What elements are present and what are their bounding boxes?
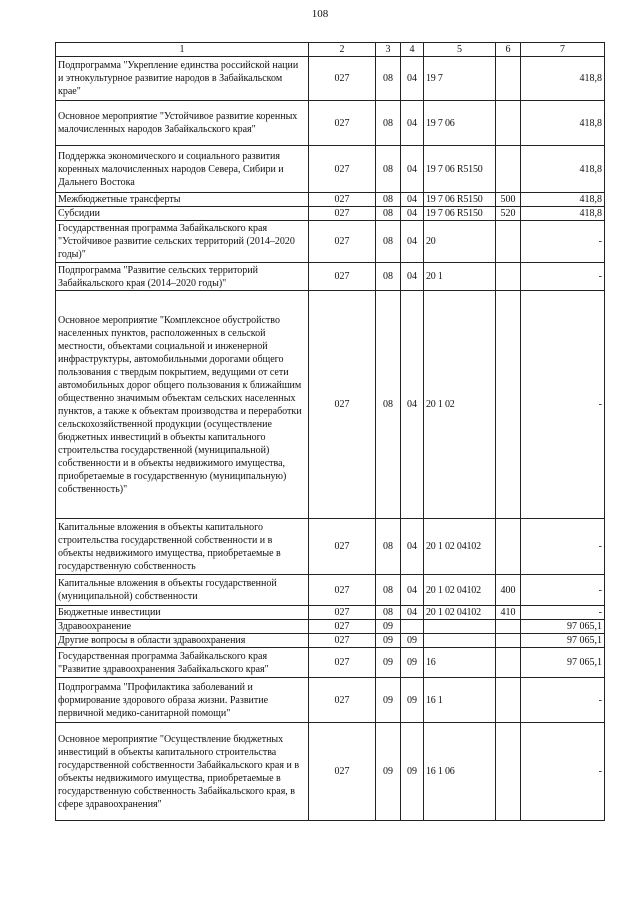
row-gr: 027 xyxy=(309,723,376,821)
row-pr: 04 xyxy=(401,606,424,620)
row-csr: 20 1 02 04102 xyxy=(424,606,496,620)
row-amount: - xyxy=(521,723,605,821)
row-pr: 09 xyxy=(401,648,424,678)
row-csr: 19 7 06 xyxy=(424,101,496,146)
table-row xyxy=(56,291,605,519)
row-gr: 027 xyxy=(309,221,376,263)
row-rz: 08 xyxy=(376,57,401,101)
row-amount: 418,8 xyxy=(521,146,605,193)
row-gr: 027 xyxy=(309,263,376,291)
table-row xyxy=(56,221,605,263)
row-pr: 04 xyxy=(401,101,424,146)
row-pr: 04 xyxy=(401,57,424,101)
header-row xyxy=(56,43,605,57)
row-amount: - xyxy=(521,263,605,291)
row-amount: 418,8 xyxy=(521,207,605,221)
row-name: Другие вопросы в области здравоохранения xyxy=(56,634,309,648)
row-amount: - xyxy=(521,291,605,519)
row-csr xyxy=(424,620,496,634)
row-vr xyxy=(496,101,521,146)
row-csr: 20 1 02 xyxy=(424,291,496,519)
row-name: Капитальные вложения в объекты капитального строительства государственной собственности и в объекты недвижимого имущества, приобретаемые в государственную собственность xyxy=(56,519,309,575)
row-pr: 09 xyxy=(401,678,424,723)
table-row xyxy=(56,57,605,101)
row-rz: 08 xyxy=(376,193,401,207)
row-name: Подпрограмма "Развитие сельских территорий Забайкальского края (2014–2020 годы)" xyxy=(56,263,309,291)
row-name: Подпрограмма "Укрепление единства российской нации и этнокультурное развитие народов в Забайкальском крае" xyxy=(56,57,309,101)
row-vr xyxy=(496,221,521,263)
row-vr: 400 xyxy=(496,575,521,606)
col-header-6: 6 xyxy=(496,43,521,57)
row-csr: 20 1 02 04102 xyxy=(424,575,496,606)
col-header-7: 7 xyxy=(521,43,605,57)
row-pr: 04 xyxy=(401,263,424,291)
table-row xyxy=(56,678,605,723)
row-csr xyxy=(424,634,496,648)
row-csr: 19 7 06 R5150 xyxy=(424,193,496,207)
row-rz: 08 xyxy=(376,221,401,263)
row-amount: - xyxy=(521,519,605,575)
row-vr xyxy=(496,519,521,575)
row-rz: 08 xyxy=(376,606,401,620)
row-gr: 027 xyxy=(309,207,376,221)
row-name: Государственная программа Забайкальского края "Развитие здравоохранения Забайкальского края" xyxy=(56,648,309,678)
col-header-3: 3 xyxy=(376,43,401,57)
table-row xyxy=(56,519,605,575)
page-number: 108 xyxy=(311,8,329,20)
col-header-2: 2 xyxy=(309,43,376,57)
row-amount: 97 065,1 xyxy=(521,634,605,648)
row-amount: - xyxy=(521,221,605,263)
row-vr xyxy=(496,146,521,193)
row-name: Межбюджетные трансферты xyxy=(56,193,309,207)
table-row xyxy=(56,207,605,221)
col-header-1: 1 xyxy=(56,43,309,57)
row-amount: 97 065,1 xyxy=(521,648,605,678)
row-amount: - xyxy=(521,575,605,606)
row-csr: 19 7 xyxy=(424,57,496,101)
row-csr: 19 7 06 R5150 xyxy=(424,207,496,221)
row-vr: 410 xyxy=(496,606,521,620)
row-csr: 20 1 xyxy=(424,263,496,291)
col-header-4: 4 xyxy=(401,43,424,57)
row-pr: 04 xyxy=(401,193,424,207)
row-pr: 04 xyxy=(401,221,424,263)
row-csr: 19 7 06 R5150 xyxy=(424,146,496,193)
row-amount: 418,8 xyxy=(521,101,605,146)
row-gr: 027 xyxy=(309,291,376,519)
row-name: Капитальные вложения в объекты государственной (муниципальной) собственности xyxy=(56,575,309,606)
row-vr xyxy=(496,57,521,101)
row-name: Бюджетные инвестиции xyxy=(56,606,309,620)
row-rz: 09 xyxy=(376,634,401,648)
row-vr xyxy=(496,291,521,519)
row-amount: 418,8 xyxy=(521,193,605,207)
row-amount: - xyxy=(521,678,605,723)
table-row xyxy=(56,620,605,634)
row-gr: 027 xyxy=(309,606,376,620)
row-name: Основное мероприятие "Комплексное обустройство населенных пунктов, расположенных в сельской местности, объектами социальной и инженерной инфраструктуры, автомобильными дорогами общего пользования с твердым покрытием, ведущими от сети автомобильных дорог общего пользования к ближайшим общественно значимым объектам сельских населенных пунктов, а также к объектам производства и переработки сельскохозяйственной продукции (осуществление бюджетных инвестиций в объекты капитального строительства государственной (муниципальной) собственности и в объекты недвижимого имущества, приобретаемые в государственную (муниципальную) собственность)" xyxy=(56,291,309,519)
row-csr: 16 xyxy=(424,648,496,678)
row-pr: 04 xyxy=(401,207,424,221)
row-pr: 09 xyxy=(401,634,424,648)
row-rz: 09 xyxy=(376,723,401,821)
row-gr: 027 xyxy=(309,648,376,678)
row-vr xyxy=(496,263,521,291)
row-vr xyxy=(496,620,521,634)
row-vr xyxy=(496,723,521,821)
row-gr: 027 xyxy=(309,575,376,606)
row-pr xyxy=(401,620,424,634)
row-csr: 16 1 06 xyxy=(424,723,496,821)
row-gr: 027 xyxy=(309,634,376,648)
row-csr: 16 1 xyxy=(424,678,496,723)
row-csr: 20 xyxy=(424,221,496,263)
row-amount: 97 065,1 xyxy=(521,620,605,634)
row-vr xyxy=(496,634,521,648)
row-vr: 500 xyxy=(496,193,521,207)
row-rz: 08 xyxy=(376,519,401,575)
table-body xyxy=(56,57,605,821)
table-header xyxy=(56,43,605,57)
table-row xyxy=(56,146,605,193)
row-rz: 09 xyxy=(376,648,401,678)
row-name: Основное мероприятие "Устойчивое развитие коренных малочисленных народов Забайкальского края" xyxy=(56,101,309,146)
row-gr: 027 xyxy=(309,678,376,723)
row-vr: 520 xyxy=(496,207,521,221)
row-name: Здравоохранение xyxy=(56,620,309,634)
row-gr: 027 xyxy=(309,519,376,575)
row-pr: 04 xyxy=(401,519,424,575)
row-name: Субсидии xyxy=(56,207,309,221)
row-name: Подпрограмма "Профилактика заболеваний и формирование здорового образа жизни. Развитие первичной медико-санитарной помощи" xyxy=(56,678,309,723)
row-rz: 09 xyxy=(376,620,401,634)
row-gr: 027 xyxy=(309,146,376,193)
row-gr: 027 xyxy=(309,101,376,146)
row-rz: 08 xyxy=(376,575,401,606)
row-name: Основное мероприятие "Осуществление бюджетных инвестиций в объекты капитального строительства государственной собственности Забайкальского края и в объекты недвижимого имущества, приобретаемые в государственную собственность Забайкальского края, в сфере здравоохранения" xyxy=(56,723,309,821)
table-row xyxy=(56,606,605,620)
row-rz: 08 xyxy=(376,263,401,291)
row-pr: 04 xyxy=(401,146,424,193)
row-gr: 027 xyxy=(309,193,376,207)
row-rz: 08 xyxy=(376,101,401,146)
row-rz: 08 xyxy=(376,291,401,519)
row-amount: - xyxy=(521,606,605,620)
row-name: Поддержка экономического и социального развития коренных малочисленных народов Севера, Сибири и Дальнего Востока xyxy=(56,146,309,193)
row-name: Государственная программа Забайкальского края "Устойчивое развитие сельских территорий (2014–2020 годы)" xyxy=(56,221,309,263)
table-row xyxy=(56,101,605,146)
table-row xyxy=(56,263,605,291)
col-header-5: 5 xyxy=(424,43,496,57)
row-csr: 20 1 02 04102 xyxy=(424,519,496,575)
row-vr xyxy=(496,678,521,723)
row-pr: 04 xyxy=(401,575,424,606)
row-gr: 027 xyxy=(309,57,376,101)
table-row xyxy=(56,634,605,648)
row-amount: 418,8 xyxy=(521,57,605,101)
row-rz: 09 xyxy=(376,678,401,723)
table-row xyxy=(56,193,605,207)
row-gr: 027 xyxy=(309,620,376,634)
budget-table xyxy=(55,42,605,821)
row-pr: 09 xyxy=(401,723,424,821)
table-row xyxy=(56,648,605,678)
row-rz: 08 xyxy=(376,207,401,221)
row-vr xyxy=(496,648,521,678)
row-rz: 08 xyxy=(376,146,401,193)
row-pr: 04 xyxy=(401,291,424,519)
table-row xyxy=(56,723,605,821)
table-row xyxy=(56,575,605,606)
